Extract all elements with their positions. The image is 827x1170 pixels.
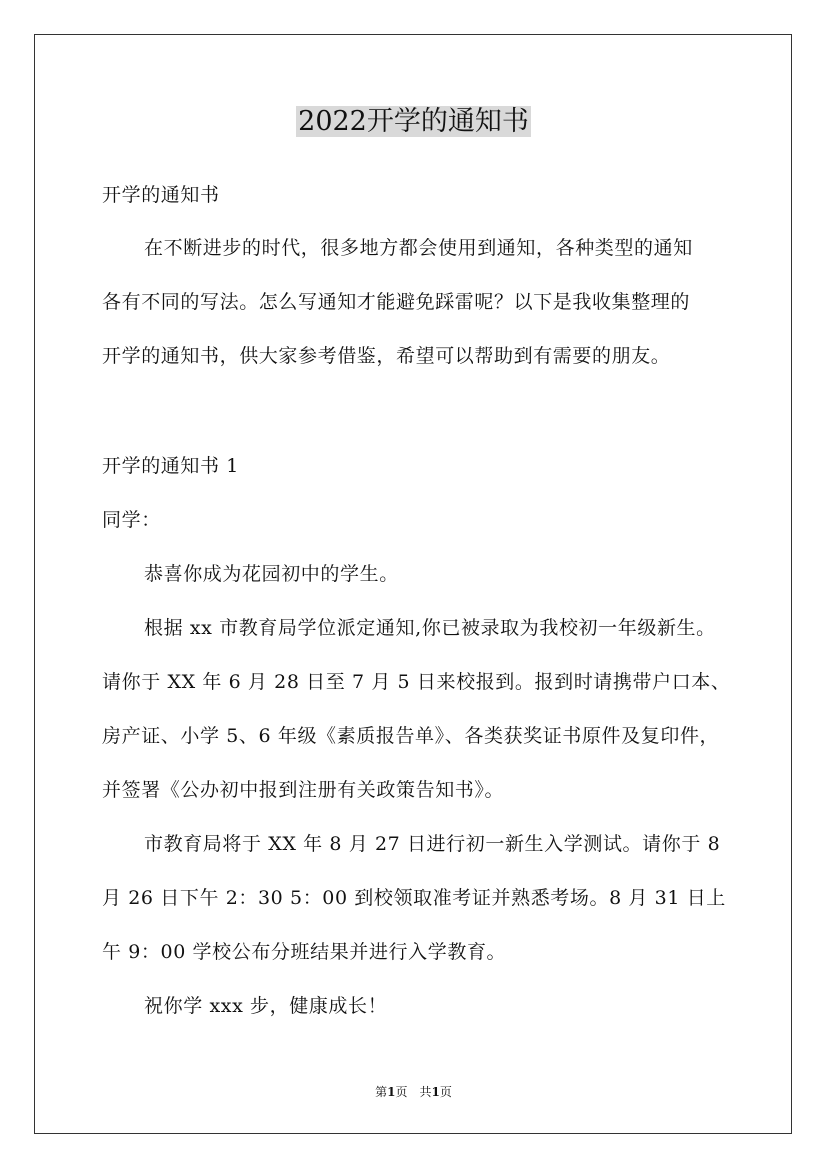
congrats-line: 恭喜你成为花园初中的学生。 [144, 563, 399, 585]
intro-line-1: 在不断进步的时代，很多地方都会使用到通知，各种类型的通知 [144, 237, 693, 259]
footer-page-total: 1 [431, 1085, 440, 1099]
page-footer [0, 1083, 827, 1101]
footer-suffix: 页 [439, 1085, 452, 1099]
footer-page-number: 1 [387, 1085, 396, 1099]
para1-line-3: 房产证、小学 5、6 年级《素质报告单》、各类获奖证书原件及复印件， [102, 725, 720, 747]
para1-line-2: 请你于 XX 年 6 月 28 日至 7 月 5 日来校报到。报到时请携带户口本、 [102, 671, 731, 693]
document-subtitle: 开学的通知书 [102, 184, 220, 206]
greeting: 同学： [102, 509, 161, 531]
footer-mid: 页 共 [395, 1085, 432, 1099]
para2-line-3: 午 9：00 学校公布分班结果并进行入学教育。 [102, 941, 507, 963]
document-title [0, 102, 827, 142]
para1-line-1: 根据 xx 市教育局学位派定通知,你已被录取为我校初一年级新生。 [144, 617, 716, 639]
intro-line-3: 开学的通知书，供大家参考借鉴，希望可以帮助到有需要的朋友。 [102, 345, 671, 367]
footer-prefix: 第 [375, 1085, 388, 1099]
para2-line-1: 市教育局将于 XX 年 8 月 27 日进行初一新生入学测试。请你于 8 [144, 833, 721, 855]
closing-line: 祝你学 xxx 步，健康成长！ [144, 995, 388, 1017]
document-title-text: 2022开学的通知书 [298, 106, 529, 137]
intro-line-2: 各有不同的写法。怎么写通知才能避免踩雷呢？以下是我收集整理的 [102, 291, 691, 313]
para2-line-2: 月 26 日下午 2：30 5：00 到校领取准考证并熟悉考场。8 月 31 日上 [102, 887, 726, 909]
para1-line-4: 并签署《公办初中报到注册有关政策告知书》。 [102, 779, 505, 801]
section-heading: 开学的通知书 1 [102, 455, 239, 477]
